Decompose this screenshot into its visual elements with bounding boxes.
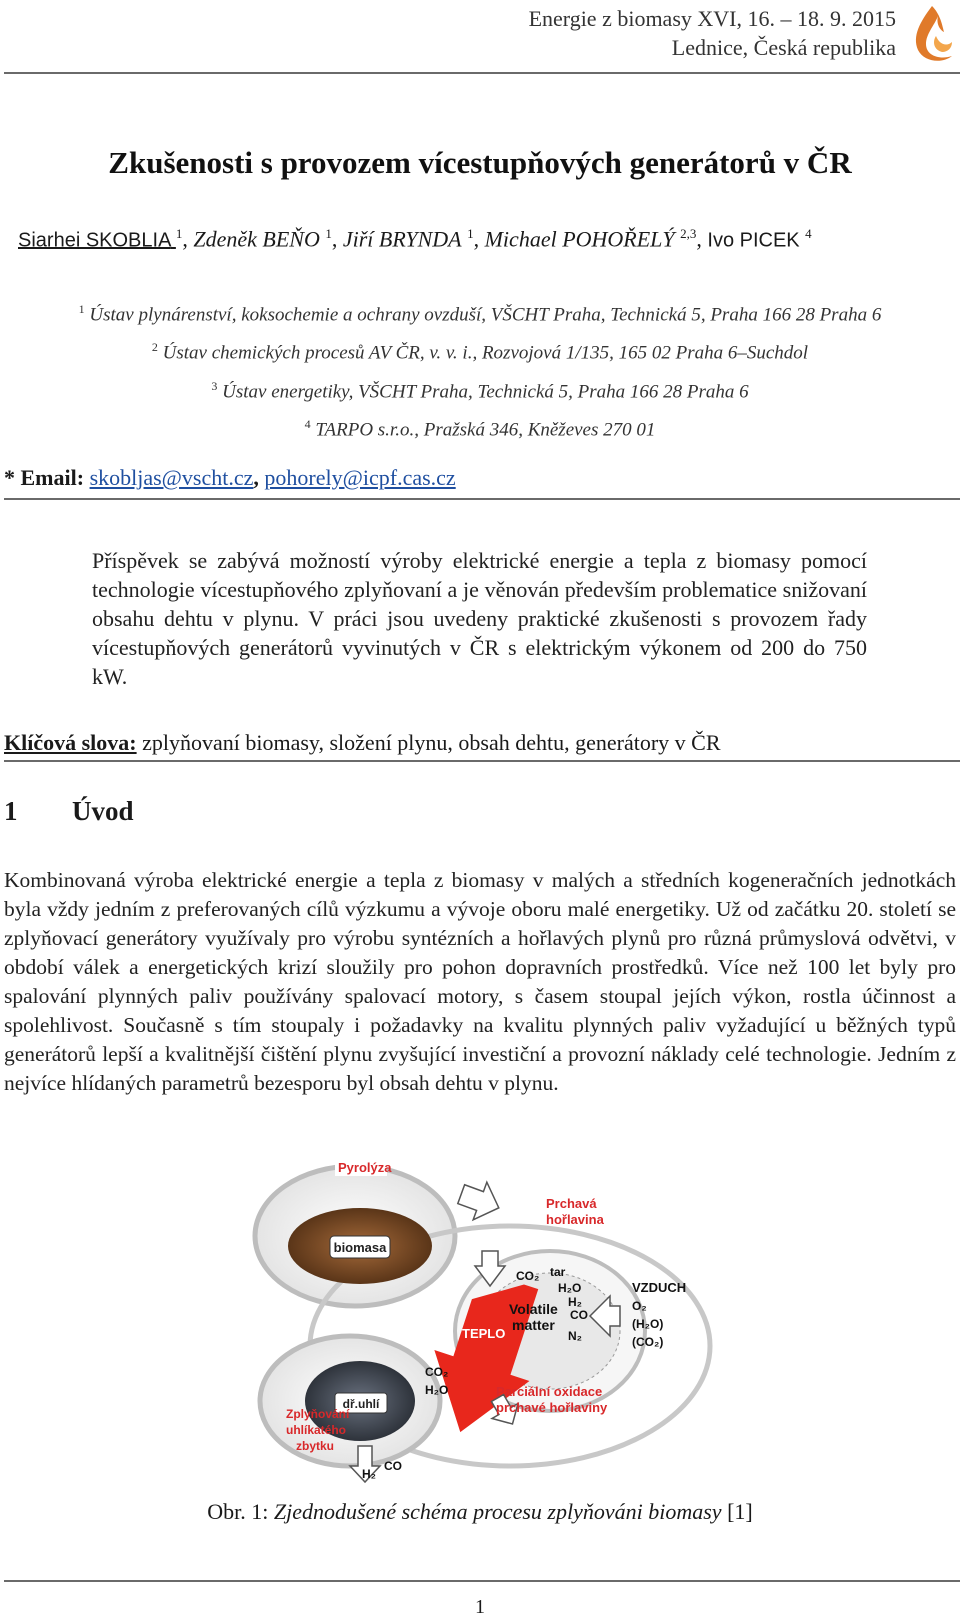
heat-label: TEPLO (462, 1326, 506, 1341)
author-5-sup: 4 (805, 226, 812, 241)
author-4-sup: 2,3 (680, 226, 697, 241)
affiliation-4: $^4$ TARPO s.r.o., Pražská 346, Kněževes 270 01 (304, 416, 656, 441)
n2-label: N₂ (568, 1329, 582, 1343)
charcoal-label: dř.uhlí (342, 1397, 380, 1411)
volatile-fuel-label-1: Prchavá (546, 1196, 597, 1211)
air-h2o-label: (H₂O) (632, 1317, 664, 1331)
header-rule (4, 72, 960, 74)
char-co2-label: CO₂ (425, 1365, 449, 1379)
partial-oxidation-label-1: Parciální oxidace (496, 1384, 603, 1399)
co2-label: CO₂ (516, 1269, 540, 1283)
char-gasification-label-2: uhlíkatého (286, 1423, 347, 1437)
section-title: Úvod (72, 796, 134, 826)
volatile-label-2: matter (512, 1317, 555, 1333)
keywords (4, 730, 721, 756)
caption-ref: [1] (727, 1499, 753, 1524)
conference-location: Lednice, Česká republika (671, 35, 896, 60)
gasification-diagram (250, 1156, 770, 1486)
author-3-sup: 1 (467, 226, 474, 241)
biomass-label: biomasa (333, 1240, 387, 1255)
logo-flame (916, 6, 952, 61)
volatile-label-1: Volatile (509, 1301, 558, 1317)
email-label: * Email: (4, 465, 85, 490)
author-2: Zdeněk BEŇO (193, 226, 320, 252)
pyrolysis-label: Pyrolýza (338, 1160, 392, 1175)
caption-label: Obr. 1: (207, 1499, 269, 1524)
h2o-label: H₂O (558, 1281, 582, 1295)
keywords-rule (4, 760, 960, 762)
affiliation-2: $^2$ Ústav chemických procesů AV ČR, v. v. i., Rozvojová 1/135, 165 02 Praha 6–Suchdol (151, 340, 809, 364)
author-3: Jiří BRYNDA (342, 226, 462, 252)
page-number: 1 (475, 1596, 485, 1618)
air-label: VZDUCH (632, 1280, 687, 1295)
char-h2o-label: H₂O (425, 1383, 449, 1397)
author-1: Siarhei SKOBLIA (18, 229, 171, 252)
author-list: Siarhei SKOBLIA $^1$, Zdeněk BEŇO $^1$, Jiří BRYNDA $^1$, Michael POHOŘELÝ $^{2,3}$, Ivo PICEK $^4$ (18, 226, 812, 252)
product-h2-label: H₂ (362, 1467, 376, 1481)
author-5: Ivo PICEK (707, 229, 800, 252)
running-header (529, 4, 896, 62)
char-gasification-label-3: zbytku (296, 1439, 335, 1453)
conference-name: Energie z biomasy XVI, 16. – 18. 9. 2015 (528, 6, 896, 31)
caption-text: Zjednodušené schéma procesu zplyňováni biomasy (273, 1499, 722, 1524)
section-heading (4, 796, 134, 827)
char-gasification-label-1: Zplyňování (286, 1407, 350, 1421)
email-link-1[interactable]: skobljas@vscht.cz (89, 465, 254, 490)
air-co2-label: (CO₂) (632, 1335, 664, 1349)
body-paragraph: Kombinovaná výroba elektrické energie a tepla z biomasy v malých a středních kogeneračních jednotkách byla vždy jedním z preferovaných cílů výzkumu a vývoje oboru malé energetiky. Už od začátku 20. století se zplyňovací generátory využívaly pro výrobu syntézních a hořlavých plynů pro různá průmyslová odvětvi, v období válek a energetických krizí sloužily pro pohon dopravních prostředků. Více než 100 let byly pro spalování plynných paliv používány spalovací motory, s časem stoupal jejích výkon, rostla účinnost a spolehlivost. Současně s tím stoupaly i požadavky na kvalitu plynných paliv vyžadující u běžných typů generátorů lepší a kvalitnější čištění plynu zvyšující investiční a provozní náklady celé technologie. Jedním z nejvíce hlídaných parametrů bezesporu byl obsah dehtu v plynu. (4, 868, 956, 1095)
section-number: 1 (4, 796, 18, 826)
affiliations (0, 293, 960, 446)
air-o2-label: O₂ (632, 1299, 647, 1313)
paper-title: Zkušenosti s provozem vícestupňových generátorů v ČR (108, 145, 852, 180)
footer-rule (4, 1580, 960, 1582)
conference-logo (902, 2, 958, 68)
email-link-2[interactable]: pohorely@icpf.cas.cz (264, 465, 456, 490)
author-4: Michael POHOŘELÝ (484, 226, 675, 252)
co-label: CO (570, 1308, 588, 1322)
partial-oxidation-label-2: prchavé hořlaviny (496, 1400, 608, 1415)
affiliation-1: $^1$ Ústav plynárenství, koksochemie a ochrany ovzduší, VŠCHT Praha, Technická 5, Praha 166 28 Praha 6 (78, 302, 882, 326)
keywords-text: zplyňovaní biomasy, složení plynu, obsah dehtu, generátory v ČR (142, 730, 721, 755)
email-rule (4, 498, 960, 500)
affiliation-3: $^3$ Ústav energetiky, VŠCHT Praha, Technická 5, Praha 166 28 Praha 6 (211, 378, 749, 402)
volatile-fuel-label-2: hořlavina (546, 1212, 604, 1227)
logo-flame-inner (934, 36, 952, 52)
flow-arrow-top (454, 1175, 505, 1226)
tar-label: tar (550, 1265, 566, 1279)
keywords-label: Klíčová slova: (4, 730, 137, 755)
figure-caption (0, 1499, 960, 1525)
product-co-label: CO (384, 1459, 402, 1473)
author-2-sup: 1 (325, 226, 332, 241)
h2-label: H₂ (568, 1295, 582, 1309)
author-1-sup: 1 (175, 226, 183, 241)
abstract: Příspěvek se zabývá možností výroby elektrické energie a tepla z biomasy pomocí technologie vícestupňového zplyňovaní a je věnován především problematice snižovaní obsahu dehtu v plynu. V práci jsou uvedeny praktické zkušenosti s provozem řady vícestupňových generátorů vyvinutých v ČR s elektrickým výkonem od 200 do 750 kW. (92, 548, 867, 689)
contact-email: * Email: skobljas@vscht.cz, pohorely@icpf.cas.cz (4, 465, 456, 490)
